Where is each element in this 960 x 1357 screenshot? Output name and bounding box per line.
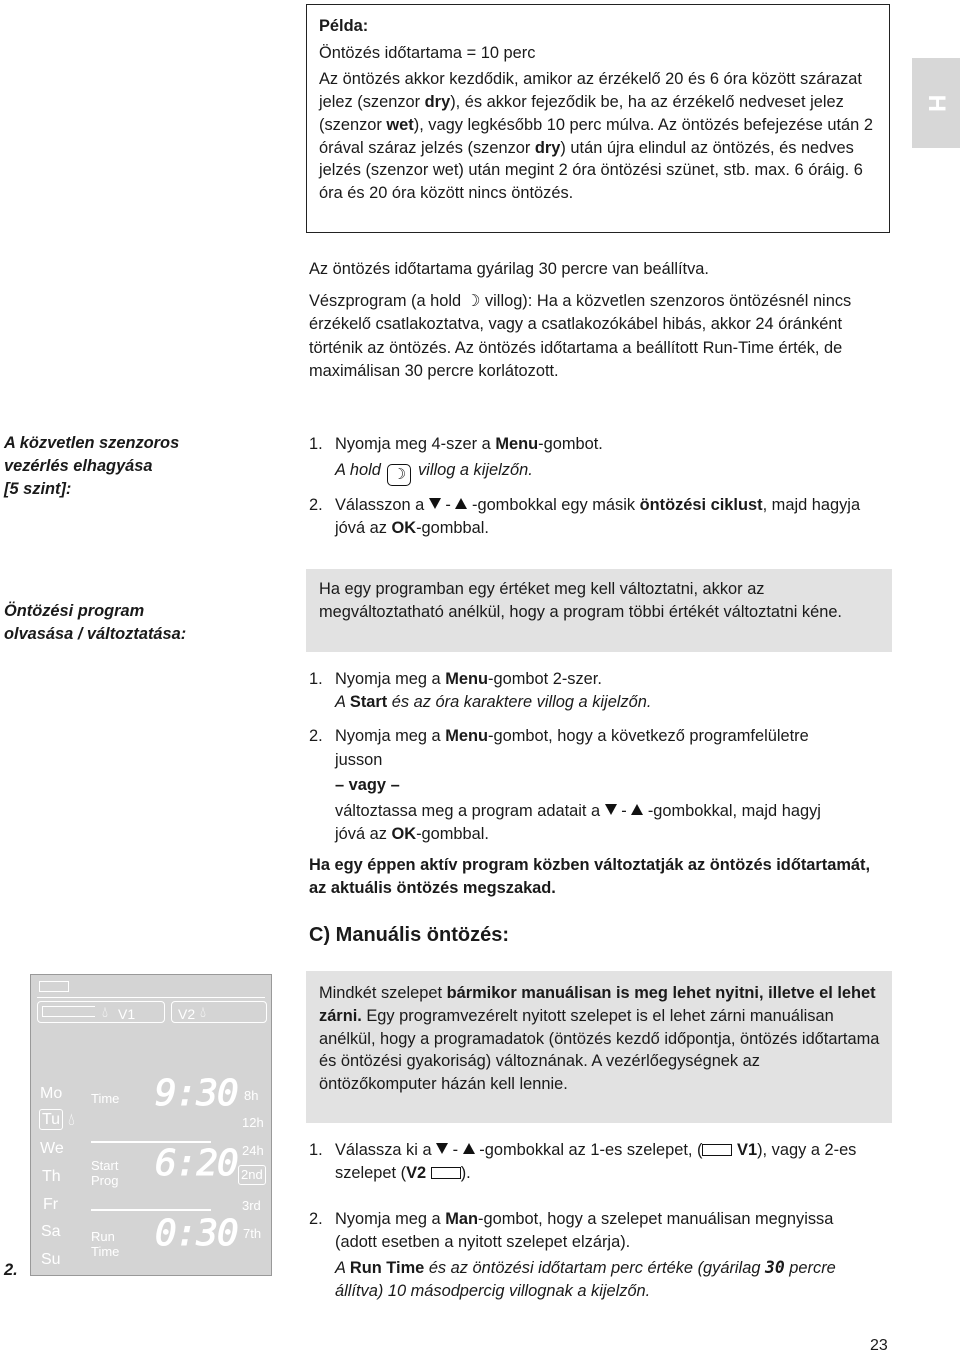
program-heading: Öntözési program olvasása / változtatása: (4, 602, 187, 643)
manual-note-box (306, 971, 892, 1123)
battery-icon (39, 981, 69, 992)
program-note-text: Ha egy programban egy értéket meg kell változtatni, akkor az megváltoztatható anélkül, hogy a program többi értékét változtatni kéne. (319, 580, 842, 621)
bypass-heading: A közvetlen szenzoros vezérlés elhagyása [5 szint]: (4, 434, 180, 498)
left-arrow-icon (702, 1144, 732, 1156)
page-number: 23 (870, 1337, 888, 1354)
figure-label: 2. (4, 1261, 18, 1279)
language-tab: H (912, 58, 960, 148)
valve-1-frame (37, 1001, 165, 1023)
drop-icon: 💧︎ (200, 1004, 207, 1021)
drop-icon: 💧︎ (102, 1004, 109, 1021)
valve-2-frame (171, 1001, 267, 1023)
left-arrow-icon (42, 1006, 95, 1017)
lcd-display (30, 974, 272, 1276)
manual-note-text: Mindkét szelepet bármikor manuálisan is meg lehet nyitni, illetve el lehet zárni. Egy programvezérelt nyitott szelepet is el lehet zárni manuálisan anélkül, hogy a programadatok (öntözés kezdő időpontja, öntözés időtartama és öntözési gyakoriság) változnának. A vezérlőegységnek az öntözőkomputer házán kell lennie. (319, 984, 880, 1094)
run-time-label: Run Time (91, 1229, 120, 1259)
day-fr: Fr (43, 1196, 59, 1213)
day-su: Su (41, 1251, 61, 1268)
up-arrow-icon (463, 1143, 475, 1154)
up-arrow-icon (455, 498, 467, 509)
moon-icon: ☽ (465, 292, 481, 310)
day-tu: Tu (39, 1109, 63, 1130)
program-warning: Ha egy éppen aktív program közben változtatják az öntözés időtartamát, az aktuális öntözés megszakad. (309, 856, 871, 897)
example-duration: Öntözés időtartama = 10 perc (319, 43, 536, 62)
valve-1-label: V1 (118, 1006, 136, 1022)
moon-icon: ☽ (387, 464, 411, 486)
start-time-digits: 6:20 (155, 1143, 238, 1184)
freq-12h: 12h (242, 1115, 264, 1130)
emergency-program-text: Vészprogram (a hold ☽ villog): Ha a közvetlen szenzoros öntözésnél nincs érzékelő csatlakoztatva, vagy a csatlakozókábel hibás, akkor 24 óránként történik az öntözés. Az öntözés időtartama a beállított Run-Time érték, de maximálisan 30 percre korlátozott. (309, 292, 852, 380)
down-arrow-icon (605, 804, 617, 815)
day-th: Th (42, 1168, 61, 1185)
valve-2-label: V2 (178, 1006, 196, 1022)
down-arrow-icon (429, 498, 441, 509)
factory-setting-text: Az öntözés időtartama gyárilag 30 percre van beállítva. (309, 260, 709, 278)
time-label: Time (91, 1091, 120, 1106)
drop-icon: 💧︎ (68, 1110, 75, 1129)
right-arrow-icon (431, 1167, 461, 1179)
example-description: Az öntözés akkor kezdődik, amikor az érzékelő 20 és 6 óra között szárazat jelez (szenzor dry), és akkor fejeződik be, ha az érzékelő nedveset jelez (szenzor wet), vagy legkésőbb 10 perc múlva. Az öntözés befejezése után 2 órával száraz jelzés (szenzor dry) után újra elindul az öntözés, és nedves jelzés (szenzor wet) után megint 2 óra öntözési szünet, stb. max. 6 óráig. 6 óra és 20 óra között nincs öntözés. (319, 70, 873, 203)
freq-8h: 8h (244, 1088, 259, 1103)
up-arrow-icon (631, 804, 643, 815)
current-time-digits: 9:30 (155, 1073, 238, 1114)
freq-24h: 24h (242, 1143, 264, 1158)
start-label: Start Prog (91, 1158, 119, 1188)
freq-3rd: 3rd (242, 1198, 261, 1213)
run-time-digits: 0:30 (155, 1213, 238, 1254)
example-heading: Példa: (319, 17, 369, 35)
freq-7th: 7th (243, 1226, 262, 1241)
day-mo: Mo (40, 1085, 63, 1102)
manual-section-title: C) Manuális öntözés: (309, 924, 510, 946)
program-note-box (306, 569, 892, 652)
day-sa: Sa (41, 1223, 61, 1240)
day-we: We (40, 1140, 64, 1157)
example-box (306, 4, 890, 233)
down-arrow-icon (436, 1143, 448, 1154)
freq-2nd: 2nd (238, 1165, 266, 1185)
